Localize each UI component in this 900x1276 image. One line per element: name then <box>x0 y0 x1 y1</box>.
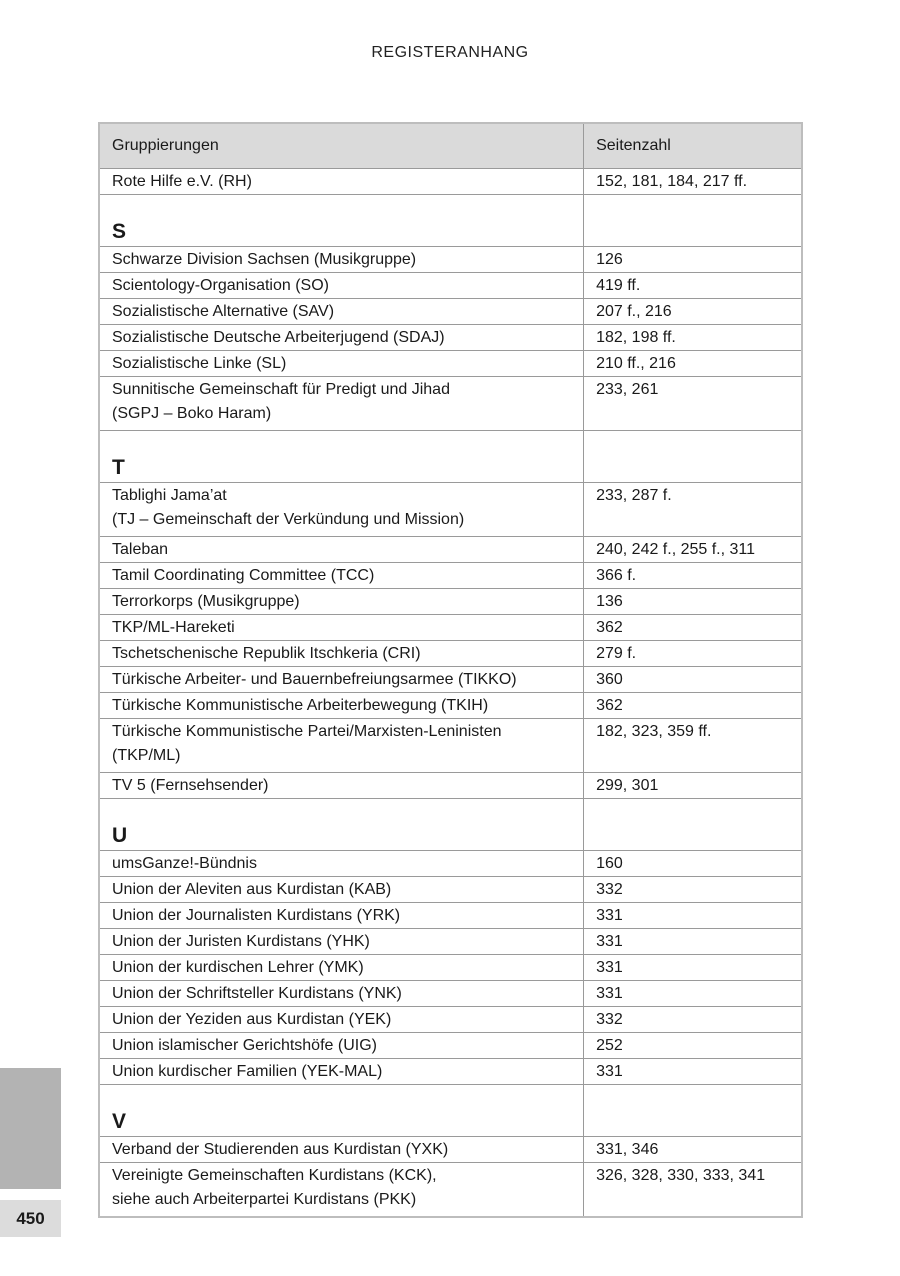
table-row <box>99 981 802 1007</box>
page-refs-cell: 332 <box>584 877 802 903</box>
page-refs-cell: 331 <box>584 929 802 955</box>
section-letter: V <box>112 1110 127 1133</box>
letter-section-row <box>99 195 802 247</box>
table-row <box>99 1059 802 1085</box>
group-name-cell <box>99 273 584 299</box>
group-name-cell <box>99 377 584 431</box>
group-name-cell <box>99 981 584 1007</box>
group-name: Tablighi Jama’at <box>112 487 227 504</box>
group-name: Türkische Kommunistische Arbeiterbewegung (TKIH) <box>112 696 489 714</box>
section-letter: U <box>112 824 128 847</box>
group-name-cell <box>99 1137 584 1163</box>
page-refs-cell: 299, 301 <box>584 773 802 799</box>
register-table <box>98 122 803 1218</box>
group-name-cell <box>99 773 584 799</box>
group-name: Sunnitische Gemeinschaft für Predigt und Jihad <box>112 381 450 398</box>
letter-section-row <box>99 431 802 483</box>
table-row <box>99 537 802 563</box>
table-row <box>99 1033 802 1059</box>
group-name-cell <box>99 693 584 719</box>
running-head: REGISTERANHANG <box>371 44 529 61</box>
page-refs-cell: 366 f. <box>584 563 802 589</box>
group-name: Scientology-Organisation (SO) <box>112 276 329 294</box>
group-name: Türkische Arbeiter- und Bauernbefreiungsarmee (TIKKO) <box>112 670 517 688</box>
group-name: Vereinigte Gemeinschaften Kurdistans (KCK), <box>112 1167 437 1184</box>
group-name-cell <box>99 537 584 563</box>
group-name: TV 5 (Fernsehsender) <box>112 776 269 794</box>
empty-pages-cell <box>584 195 802 247</box>
group-name-cell <box>99 351 584 377</box>
group-name: Rote Hilfe e.V. (RH) <box>112 172 252 190</box>
group-name: Union der Schriftsteller Kurdistans (YNK) <box>112 984 402 1002</box>
letter-cell <box>99 431 584 483</box>
group-name: Türkische Kommunistische Partei/Marxisten-Leninisten <box>112 723 502 740</box>
group-name: umsGanze!-Bündnis <box>112 854 257 872</box>
group-name-cell <box>99 719 584 773</box>
page-refs-cell: 182, 198 ff. <box>584 325 802 351</box>
group-name-cell <box>99 851 584 877</box>
table-row <box>99 641 802 667</box>
group-name-cell <box>99 563 584 589</box>
letter-cell <box>99 799 584 851</box>
register-body <box>99 169 802 1218</box>
table-row <box>99 247 802 273</box>
group-name-cell <box>99 667 584 693</box>
page-refs-cell: 210 ff., 216 <box>584 351 802 377</box>
table-row <box>99 851 802 877</box>
group-name-cell <box>99 955 584 981</box>
table-row <box>99 903 802 929</box>
letter-section-row <box>99 1085 802 1137</box>
page-refs-cell: 331 <box>584 955 802 981</box>
group-name-cell <box>99 877 584 903</box>
page-refs-cell: 152, 181, 184, 217 ff. <box>584 169 802 195</box>
group-name: Verband der Studierenden aus Kurdistan (YXK) <box>112 1140 449 1158</box>
page-refs-cell: 233, 261 <box>584 377 802 431</box>
page-refs-cell: 362 <box>584 693 802 719</box>
group-name: Union der Yeziden aus Kurdistan (YEK) <box>112 1010 392 1028</box>
section-letter: S <box>112 220 127 243</box>
group-name-cell <box>99 1007 584 1033</box>
table-row <box>99 563 802 589</box>
page-refs-cell: 331 <box>584 1059 802 1085</box>
page-refs-cell: 279 f. <box>584 641 802 667</box>
group-name-cell <box>99 325 584 351</box>
page-refs-cell: 331 <box>584 903 802 929</box>
group-name: Tschetschenische Republik Itschkeria (CRI) <box>112 644 421 662</box>
group-name: Union der Aleviten aus Kurdistan (KAB) <box>112 880 392 898</box>
group-name: Union islamischer Gerichtshöfe (UIG) <box>112 1036 377 1054</box>
group-name-cell <box>99 169 584 195</box>
page-refs-cell: 240, 242 f., 255 f., 311 <box>584 537 802 563</box>
table-row <box>99 955 802 981</box>
group-name: Taleban <box>112 540 169 558</box>
empty-pages-cell <box>584 431 802 483</box>
group-name-cell <box>99 1033 584 1059</box>
letter-cell <box>99 1085 584 1137</box>
page-refs-cell: 331, 346 <box>584 1137 802 1163</box>
page-refs-cell: 360 <box>584 667 802 693</box>
page-number: 450 <box>0 1200 61 1237</box>
empty-pages-cell <box>584 1085 802 1137</box>
group-name: Tamil Coordinating Committee (TCC) <box>112 566 375 584</box>
page-refs-cell: 419 ff. <box>584 273 802 299</box>
table-row <box>99 299 802 325</box>
page-refs-cell: 362 <box>584 615 802 641</box>
letter-section-row <box>99 799 802 851</box>
table-row <box>99 483 802 537</box>
group-name-cell <box>99 247 584 273</box>
table-row <box>99 773 802 799</box>
group-name-cell <box>99 299 584 325</box>
group-name-continued: siehe auch Arbeiterpartei Kurdistans (PKK) <box>112 1191 417 1208</box>
table-row <box>99 273 802 299</box>
group-name-cell <box>99 589 584 615</box>
group-name: Union der Journalisten Kurdistans (YRK) <box>112 906 401 924</box>
table-row <box>99 377 802 431</box>
group-name: Sozialistische Linke (SL) <box>112 354 287 372</box>
table-row <box>99 351 802 377</box>
group-name-cell <box>99 483 584 537</box>
page-refs-cell: 160 <box>584 851 802 877</box>
table-row <box>99 719 802 773</box>
table-row <box>99 929 802 955</box>
group-name: Sozialistische Alternative (SAV) <box>112 302 335 320</box>
group-name-cell <box>99 615 584 641</box>
group-name: Union der Juristen Kurdistans (YHK) <box>112 932 370 950</box>
table-row <box>99 1137 802 1163</box>
table-row <box>99 169 802 195</box>
page-refs-cell: 126 <box>584 247 802 273</box>
table-row <box>99 325 802 351</box>
table-row <box>99 589 802 615</box>
group-name: Union der kurdischen Lehrer (YMK) <box>112 958 364 976</box>
page-refs-cell: 331 <box>584 981 802 1007</box>
group-name: Union kurdischer Familien (YEK-MAL) <box>112 1062 383 1080</box>
group-name: Sozialistische Deutsche Arbeiterjugend (SDAJ) <box>112 328 445 346</box>
page-refs-cell: 252 <box>584 1033 802 1059</box>
group-name-cell <box>99 903 584 929</box>
table-header-row <box>99 123 802 169</box>
letter-cell <box>99 195 584 247</box>
group-name-cell <box>99 641 584 667</box>
page-refs-cell: 182, 323, 359 ff. <box>584 719 802 773</box>
page-refs-cell: 332 <box>584 1007 802 1033</box>
chapter-tab-marker <box>0 1068 61 1189</box>
table-row <box>99 693 802 719</box>
group-name-continued: (SGPJ – Boko Haram) <box>112 405 272 422</box>
page-refs-cell: 233, 287 f. <box>584 483 802 537</box>
page-refs-cell: 136 <box>584 589 802 615</box>
group-name: Schwarze Division Sachsen (Musikgruppe) <box>112 250 417 268</box>
column-header-groups: Gruppierungen <box>99 123 584 169</box>
section-letter: T <box>112 456 125 479</box>
group-name-continued: (TJ – Gemeinschaft der Verkündung und Mission) <box>112 511 465 528</box>
table-row <box>99 615 802 641</box>
group-name-cell <box>99 929 584 955</box>
column-header-pages: Seitenzahl <box>584 123 802 169</box>
table-row <box>99 877 802 903</box>
table-row <box>99 1007 802 1033</box>
page-refs-cell: 326, 328, 330, 333, 341 <box>584 1163 802 1218</box>
group-name-continued: (TKP/ML) <box>112 747 181 764</box>
group-name-cell <box>99 1059 584 1085</box>
page-refs-cell: 207 f., 216 <box>584 299 802 325</box>
group-name: Terrorkorps (Musikgruppe) <box>112 592 300 610</box>
empty-pages-cell <box>584 799 802 851</box>
group-name-cell <box>99 1163 584 1218</box>
group-name: TKP/ML-Hareketi <box>112 618 235 636</box>
table-row <box>99 1163 802 1218</box>
table-row <box>99 667 802 693</box>
